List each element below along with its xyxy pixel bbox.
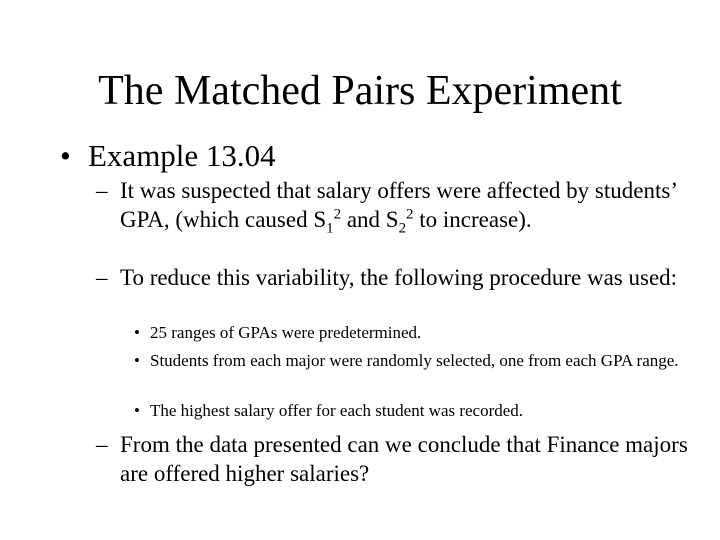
sub-bullet-question [96,430,696,488]
sub-bullet-question-text: From the data presented can we conclude that Finance majors are offered higher salaries? [120,432,688,486]
slide-title: The Matched Pairs Experiment [98,68,622,114]
sub-bullet-procedure-text: To reduce this variability, the following procedure was used: [120,265,678,290]
bullet-icon: • [134,323,140,342]
sub-bullet-procedure [96,263,696,292]
sub-bullet-suspicion-text: It was suspected that salary offers were affected by students’ GPA, (which caused $S_1^2$ and $S_2^2$ to increase). [120,178,677,237]
bullet-icon: • [134,401,140,420]
procedure-step [134,350,694,372]
bullet-icon: • [60,138,71,173]
dash-icon: – [96,265,108,290]
procedure-step [134,322,694,344]
bullet-icon: • [134,351,140,370]
bullet-example-text: Example 13.04 [88,138,276,173]
procedure-step-text: 25 ranges of GPAs were predetermined. [150,323,422,342]
dash-icon: – [96,432,108,457]
bullet-example [60,138,276,174]
sub-bullet-suspicion [96,176,696,237]
procedure-step-text: Students from each major were randomly selected, one from each GPA range. [150,351,679,370]
procedure-step-text: The highest salary offer for each student was recorded. [150,401,524,420]
procedure-step [134,400,694,422]
dash-icon: – [96,178,108,203]
